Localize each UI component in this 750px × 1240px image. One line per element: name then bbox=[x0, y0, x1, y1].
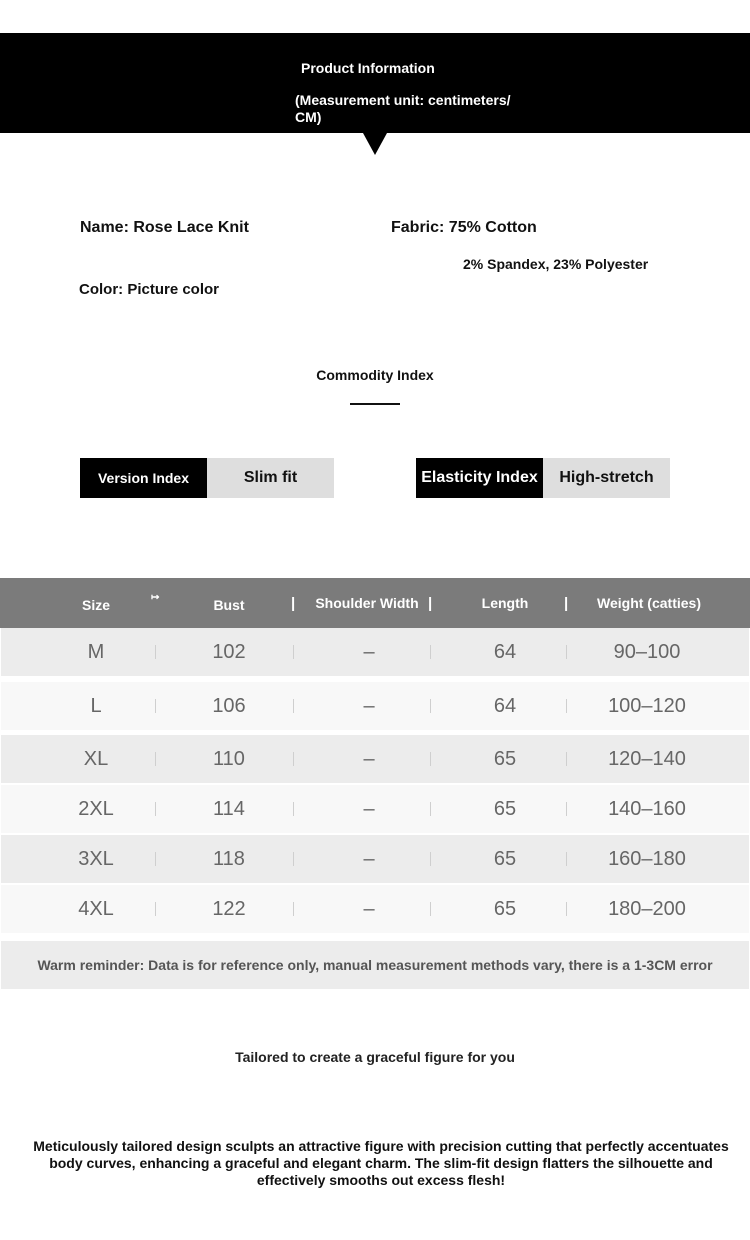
table-row bbox=[1, 682, 749, 730]
cell-shoulder: – bbox=[363, 897, 375, 920]
column-divider bbox=[155, 752, 156, 766]
table-row bbox=[1, 628, 749, 676]
column-divider bbox=[155, 802, 156, 816]
column-divider bbox=[293, 852, 294, 866]
version-index-label: Version Index bbox=[80, 458, 207, 498]
column-divider bbox=[293, 802, 294, 816]
column-divider bbox=[293, 752, 294, 766]
header-divider: | bbox=[291, 595, 296, 612]
column-divider bbox=[430, 752, 431, 766]
fabric-line-2: 2% Spandex, 23% Polyester bbox=[463, 256, 649, 272]
column-divider bbox=[430, 699, 431, 713]
cell-shoulder: – bbox=[363, 694, 375, 717]
column-divider bbox=[566, 852, 567, 866]
cell-bust: 102 bbox=[212, 640, 246, 663]
cell-bust: 122 bbox=[212, 897, 246, 920]
version-index-value: Slim fit bbox=[207, 458, 334, 498]
column-divider bbox=[566, 645, 567, 659]
column-divider bbox=[155, 852, 156, 866]
column-divider bbox=[293, 902, 294, 916]
commodity-index-title: Commodity Index bbox=[316, 367, 434, 383]
cell-bust: 110 bbox=[213, 747, 245, 770]
tagline: Tailored to create a graceful figure for you bbox=[235, 1049, 515, 1065]
cell-length: 65 bbox=[493, 797, 517, 820]
banner-pointer-icon bbox=[363, 133, 387, 155]
column-divider bbox=[566, 802, 567, 816]
column-divider bbox=[566, 902, 567, 916]
cell-shoulder: – bbox=[363, 797, 375, 820]
cell-weight: 90–100 bbox=[613, 640, 681, 663]
column-divider bbox=[430, 852, 431, 866]
cell-size: 4XL bbox=[78, 897, 114, 920]
cell-weight: 100–120 bbox=[608, 694, 686, 717]
header-length: Length bbox=[481, 595, 529, 611]
column-divider bbox=[566, 699, 567, 713]
cell-size: 2XL bbox=[78, 797, 114, 820]
title-underline bbox=[350, 403, 400, 405]
column-divider bbox=[293, 699, 294, 713]
header-divider: | bbox=[564, 595, 569, 612]
measurement-unit: (Measurement unit: centimeters/ CM) bbox=[295, 92, 511, 125]
cell-bust: 106 bbox=[212, 694, 246, 717]
cell-size: 3XL bbox=[78, 847, 114, 870]
header-shoulder-width: Shoulder Width bbox=[315, 595, 419, 611]
elasticity-index-label: Elasticity Index bbox=[416, 458, 543, 498]
column-divider bbox=[155, 645, 156, 659]
product-name: Name: Rose Lace Knit bbox=[80, 219, 249, 236]
column-divider bbox=[566, 752, 567, 766]
cell-shoulder: – bbox=[363, 640, 375, 663]
header-divider: | bbox=[428, 595, 433, 612]
header-bust: Bust bbox=[213, 597, 245, 613]
cell-weight: 180–200 bbox=[608, 897, 686, 920]
fabric-line-1: Fabric: 75% Cotton bbox=[391, 219, 537, 236]
cell-bust: 118 bbox=[213, 847, 245, 870]
cell-size: XL bbox=[83, 747, 109, 770]
cell-length: 65 bbox=[493, 747, 517, 770]
cell-size: L bbox=[90, 694, 102, 717]
cell-shoulder: – bbox=[363, 847, 375, 870]
cell-weight: 140–160 bbox=[608, 797, 686, 820]
warm-reminder: Warm reminder: Data is for reference only, manual measurement methods vary, there is a 1-3CM error bbox=[1, 941, 749, 989]
cell-bust: 114 bbox=[213, 797, 245, 820]
cell-weight: 120–140 bbox=[608, 747, 686, 770]
column-divider bbox=[155, 902, 156, 916]
size-table-header bbox=[0, 578, 750, 628]
column-divider bbox=[430, 802, 431, 816]
column-divider bbox=[430, 645, 431, 659]
cell-length: 64 bbox=[493, 694, 517, 717]
header-divider: ↦ bbox=[151, 592, 160, 603]
description-paragraph: Meticulously tailored design sculpts an attractive figure with precision cutting that perfectly accentuates body curves, enhancing a graceful and elegant charm. The slim-fit design flatters the silhouette and effectively smooths out excess flesh! bbox=[33, 1138, 729, 1188]
cell-size: M bbox=[87, 640, 105, 663]
table-row bbox=[1, 785, 749, 833]
cell-shoulder: – bbox=[363, 747, 375, 770]
column-divider bbox=[293, 645, 294, 659]
column-divider bbox=[430, 902, 431, 916]
cell-length: 65 bbox=[493, 847, 517, 870]
table-row bbox=[1, 835, 749, 883]
cell-length: 65 bbox=[493, 897, 517, 920]
table-row bbox=[1, 735, 749, 783]
header-weight: Weight (catties) bbox=[597, 595, 701, 611]
cell-weight: 160–180 bbox=[608, 847, 686, 870]
header-size: Size bbox=[81, 597, 110, 613]
product-color: Color: Picture color bbox=[79, 281, 220, 298]
table-row bbox=[1, 885, 749, 933]
cell-length: 64 bbox=[493, 640, 517, 663]
elasticity-index-value: High-stretch bbox=[543, 458, 670, 498]
banner-title: Product Information bbox=[301, 60, 435, 76]
column-divider bbox=[155, 699, 156, 713]
